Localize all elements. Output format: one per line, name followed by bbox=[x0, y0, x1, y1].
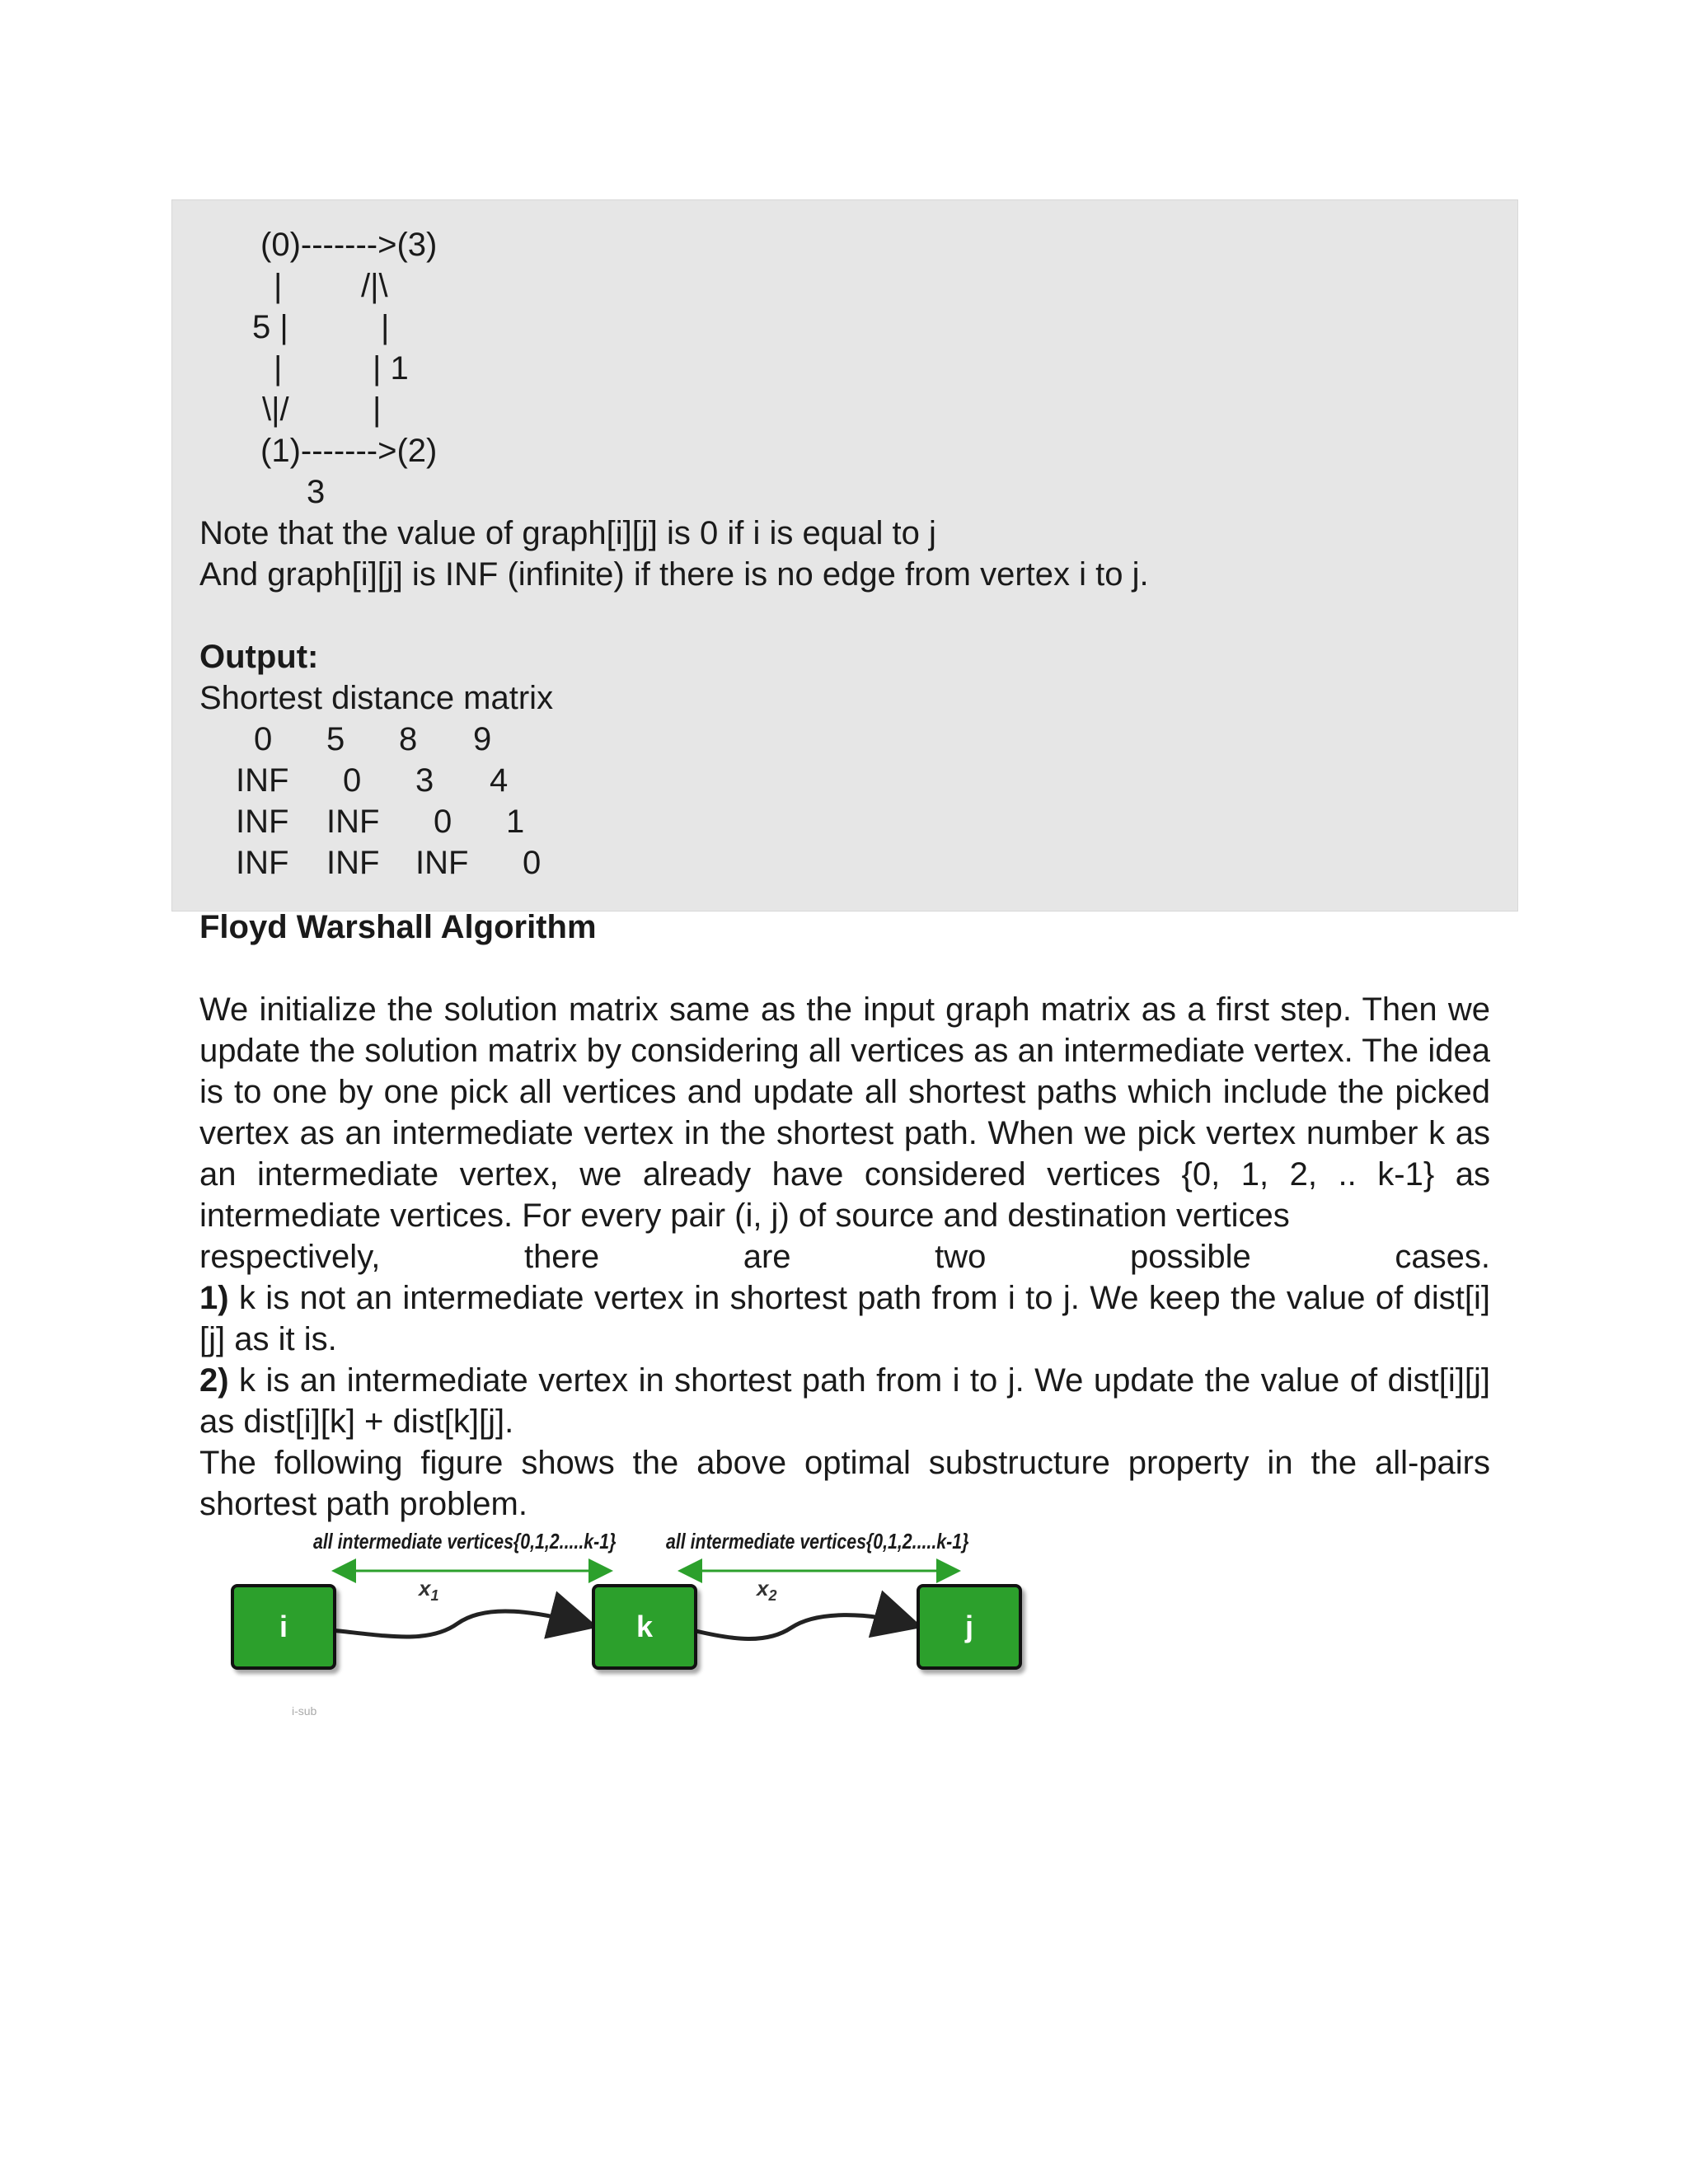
path-arrow-i-k bbox=[331, 1611, 590, 1637]
figure-span-label-2: all intermediate vertices{0,1,2.....k-1} bbox=[666, 1529, 969, 1554]
diagram-line-5: (1)------->(2) bbox=[260, 433, 438, 469]
section-title: Floyd Warshall Algorithm bbox=[199, 909, 597, 945]
case-1-text: k is not an intermediate vertex in shortest path from i to j. We keep the value of dist[i][j] as it is. bbox=[199, 1280, 1490, 1357]
matrix-cell: INF bbox=[415, 845, 469, 881]
x1-sub: 1 bbox=[430, 1587, 439, 1605]
matrix-cell: 5 bbox=[326, 721, 345, 757]
matrix-cell: 0 bbox=[523, 845, 542, 881]
matrix-cell: 0 bbox=[343, 762, 362, 799]
matrix-cell: INF bbox=[236, 762, 289, 799]
matrix-cell: 9 bbox=[473, 721, 492, 757]
paragraph-figure-intro: The following figure shows the above optimal substructure property in the all-pairs shortest path problem. bbox=[199, 1445, 1490, 1522]
node-j: j bbox=[917, 1584, 1022, 1670]
note-line-1: Note that the value of graph[i][j] is 0 if i is equal to j bbox=[199, 515, 936, 551]
matrix-cell: 8 bbox=[399, 721, 418, 757]
matrix-title: Shortest distance matrix bbox=[199, 680, 554, 716]
diagram-line-1b: /|\ bbox=[361, 268, 388, 304]
node-i: i bbox=[231, 1584, 336, 1670]
diagram-line-3b: | 1 bbox=[373, 350, 409, 387]
diagram-line-4b: | bbox=[373, 391, 382, 428]
case-2-text: k is an intermediate vertex in shortest path from i to j. We update the value of dist[i][j] as dist[i][k] + dist[k][j]. bbox=[199, 1362, 1490, 1440]
diagram-line-2a: 5 | bbox=[252, 309, 288, 345]
case-1-number: 1) bbox=[199, 1280, 229, 1316]
figure-span-label-1: all intermediate vertices{0,1,2.....k-1} bbox=[313, 1529, 617, 1554]
matrix-cell: INF bbox=[236, 804, 289, 840]
matrix-cell: INF bbox=[326, 804, 380, 840]
x1-base: x bbox=[419, 1576, 431, 1601]
x2-sub: 2 bbox=[768, 1587, 777, 1605]
matrix-cell: 3 bbox=[415, 762, 434, 799]
matrix-cell: 0 bbox=[434, 804, 452, 840]
paragraph-intro-text: We initialize the solution matrix same as the input graph matrix as a first step. Then we update the solution matrix by considering all vertices as an intermediate vertex. The idea is to one by one pick all vertices and update all shortest paths which include the picked vertex as an intermediate vertex in the shortest path. When we pick vertex number k as an intermediate vertex, we already have considered vertices {0, 1, 2, .. k-1} as intermediate vertices. For every pair (i, j) of source and destination vertices bbox=[199, 991, 1490, 1234]
diagram-line-1a: | bbox=[274, 268, 283, 304]
matrix-cell: INF bbox=[326, 845, 380, 881]
case-2-number: 2) bbox=[199, 1362, 229, 1399]
x2-base: x bbox=[757, 1576, 769, 1601]
path-arrow-k-j bbox=[692, 1615, 915, 1639]
diagram-line-4a: \|/ bbox=[262, 391, 289, 428]
x1-label bbox=[419, 1576, 438, 1605]
diagram-line-0: (0)------->(3) bbox=[260, 227, 438, 263]
paragraph-intro bbox=[199, 989, 1490, 1236]
diagram-line-3a: | bbox=[274, 350, 283, 387]
figure-small-caption: i-sub bbox=[292, 1704, 317, 1718]
output-label: Output: bbox=[199, 639, 319, 675]
matrix-cell: 4 bbox=[490, 762, 509, 799]
paragraph-intro-last-line: respectively, there are two possible cases. bbox=[199, 1239, 1490, 1275]
diagram-line-2b: | bbox=[381, 309, 390, 345]
x2-label bbox=[757, 1576, 776, 1605]
matrix-cell: 1 bbox=[506, 804, 525, 840]
note-line-2: And graph[i][j] is INF (infinite) if there is no edge from vertex i to j. bbox=[199, 556, 1149, 593]
case-2 bbox=[199, 1360, 1490, 1442]
node-k: k bbox=[592, 1584, 697, 1670]
matrix-cell: 0 bbox=[254, 721, 273, 757]
diagram-line-6: 3 bbox=[307, 474, 326, 510]
matrix-cell: INF bbox=[236, 845, 289, 881]
case-1 bbox=[199, 1277, 1490, 1360]
